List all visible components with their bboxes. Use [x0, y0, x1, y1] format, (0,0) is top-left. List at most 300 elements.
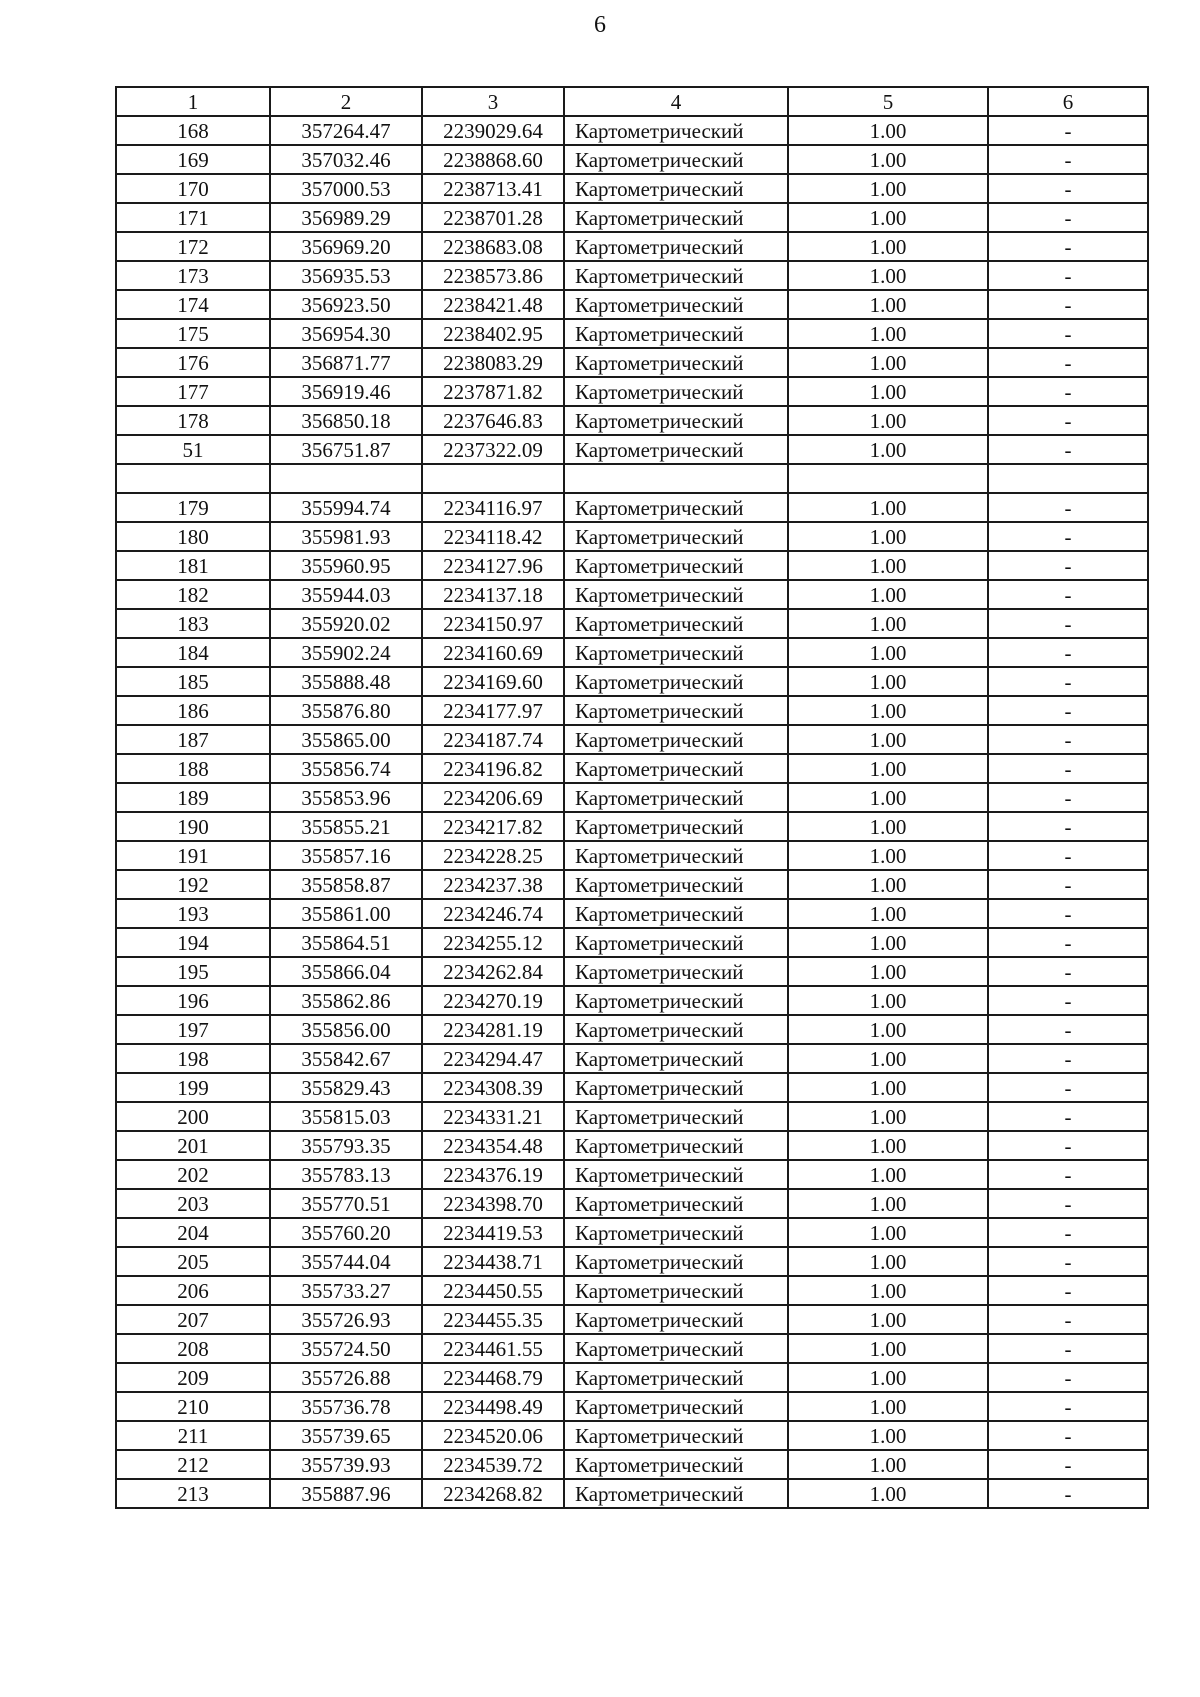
y-coordinate-cell: 2234354.48 — [422, 1131, 564, 1160]
y-coordinate-cell: 2234217.82 — [422, 812, 564, 841]
note-cell: - — [988, 841, 1148, 870]
note-cell: - — [988, 232, 1148, 261]
point-number-cell: 171 — [116, 203, 270, 232]
y-coordinate-cell: 2234137.18 — [422, 580, 564, 609]
y-coordinate-cell: 2234294.47 — [422, 1044, 564, 1073]
note-cell: - — [988, 783, 1148, 812]
note-cell: - — [988, 1044, 1148, 1073]
accuracy-cell: 1.00 — [788, 377, 988, 406]
table-row — [116, 319, 1148, 348]
x-coordinate-cell: 355829.43 — [270, 1073, 422, 1102]
accuracy-cell: 1.00 — [788, 406, 988, 435]
note-cell: - — [988, 986, 1148, 1015]
x-coordinate-cell: 355733.27 — [270, 1276, 422, 1305]
method-cell: Картометрический — [564, 1189, 788, 1218]
note-cell: - — [988, 928, 1148, 957]
accuracy-cell: 1.00 — [788, 203, 988, 232]
method-cell: Картометрический — [564, 116, 788, 145]
point-number-cell: 199 — [116, 1073, 270, 1102]
note-cell: - — [988, 1479, 1148, 1508]
accuracy-cell: 1.00 — [788, 1102, 988, 1131]
y-coordinate-cell: 2234468.79 — [422, 1363, 564, 1392]
accuracy-cell — [788, 464, 988, 493]
table-row — [116, 1131, 1148, 1160]
y-coordinate-cell: 2238421.48 — [422, 290, 564, 319]
point-number-cell: 201 — [116, 1131, 270, 1160]
table-row — [116, 261, 1148, 290]
note-cell: - — [988, 522, 1148, 551]
accuracy-cell: 1.00 — [788, 841, 988, 870]
table-row — [116, 464, 1148, 493]
method-cell: Картометрический — [564, 1218, 788, 1247]
accuracy-cell: 1.00 — [788, 116, 988, 145]
point-number-cell: 213 — [116, 1479, 270, 1508]
y-coordinate-cell: 2234270.19 — [422, 986, 564, 1015]
table-row — [116, 783, 1148, 812]
table-row — [116, 1450, 1148, 1479]
point-number-cell: 200 — [116, 1102, 270, 1131]
method-cell: Картометрический — [564, 667, 788, 696]
method-cell: Картометрический — [564, 1450, 788, 1479]
accuracy-cell: 1.00 — [788, 1073, 988, 1102]
point-number-cell: 204 — [116, 1218, 270, 1247]
accuracy-cell: 1.00 — [788, 522, 988, 551]
table-row — [116, 1073, 1148, 1102]
y-coordinate-cell: 2238868.60 — [422, 145, 564, 174]
y-coordinate-cell: 2234262.84 — [422, 957, 564, 986]
note-cell: - — [988, 1073, 1148, 1102]
x-coordinate-cell: 355739.65 — [270, 1421, 422, 1450]
note-cell — [988, 464, 1148, 493]
accuracy-cell: 1.00 — [788, 725, 988, 754]
note-cell: - — [988, 1392, 1148, 1421]
table-row — [116, 754, 1148, 783]
y-coordinate-cell: 2234169.60 — [422, 667, 564, 696]
method-cell: Картометрический — [564, 1015, 788, 1044]
accuracy-cell: 1.00 — [788, 1218, 988, 1247]
note-cell: - — [988, 1450, 1148, 1479]
accuracy-cell: 1.00 — [788, 145, 988, 174]
table-row — [116, 1102, 1148, 1131]
x-coordinate-cell: 355865.00 — [270, 725, 422, 754]
method-cell: Картометрический — [564, 841, 788, 870]
x-coordinate-cell: 355888.48 — [270, 667, 422, 696]
point-number-cell: 182 — [116, 580, 270, 609]
x-coordinate-cell: 356954.30 — [270, 319, 422, 348]
y-coordinate-cell: 2234116.97 — [422, 493, 564, 522]
point-number-cell: 206 — [116, 1276, 270, 1305]
point-number-cell: 212 — [116, 1450, 270, 1479]
table-row — [116, 522, 1148, 551]
note-cell: - — [988, 1131, 1148, 1160]
y-coordinate-cell: 2234160.69 — [422, 638, 564, 667]
table-row — [116, 1276, 1148, 1305]
column-header-3: 3 — [422, 87, 564, 116]
table-row — [116, 116, 1148, 145]
table-row — [116, 551, 1148, 580]
x-coordinate-cell: 355864.51 — [270, 928, 422, 957]
method-cell: Картометрический — [564, 522, 788, 551]
x-coordinate-cell: 355862.86 — [270, 986, 422, 1015]
x-coordinate-cell: 355866.04 — [270, 957, 422, 986]
method-cell: Картометрический — [564, 319, 788, 348]
point-number-cell: 192 — [116, 870, 270, 899]
page-number: 6 — [594, 12, 606, 38]
note-cell: - — [988, 1421, 1148, 1450]
point-number-cell: 196 — [116, 986, 270, 1015]
x-coordinate-cell: 355783.13 — [270, 1160, 422, 1189]
point-number-cell: 198 — [116, 1044, 270, 1073]
y-coordinate-cell: 2234455.35 — [422, 1305, 564, 1334]
method-cell: Картометрический — [564, 899, 788, 928]
x-coordinate-cell: 355736.78 — [270, 1392, 422, 1421]
note-cell: - — [988, 290, 1148, 319]
method-cell: Картометрический — [564, 348, 788, 377]
point-number-cell: 174 — [116, 290, 270, 319]
table-row — [116, 638, 1148, 667]
point-number-cell: 173 — [116, 261, 270, 290]
accuracy-cell: 1.00 — [788, 928, 988, 957]
method-cell: Картометрический — [564, 580, 788, 609]
x-coordinate-cell: 355760.20 — [270, 1218, 422, 1247]
method-cell: Картометрический — [564, 957, 788, 986]
point-number-cell: 191 — [116, 841, 270, 870]
x-coordinate-cell: 355744.04 — [270, 1247, 422, 1276]
x-coordinate-cell: 355856.00 — [270, 1015, 422, 1044]
y-coordinate-cell: 2234419.53 — [422, 1218, 564, 1247]
point-number-cell: 187 — [116, 725, 270, 754]
x-coordinate-cell: 355793.35 — [270, 1131, 422, 1160]
accuracy-cell: 1.00 — [788, 261, 988, 290]
coordinates-table — [115, 86, 1149, 1509]
table-row — [116, 957, 1148, 986]
table-row — [116, 1160, 1148, 1189]
table-row — [116, 1334, 1148, 1363]
x-coordinate-cell: 355770.51 — [270, 1189, 422, 1218]
table-row — [116, 841, 1148, 870]
table-row — [116, 899, 1148, 928]
method-cell: Картометрический — [564, 1131, 788, 1160]
table-row — [116, 232, 1148, 261]
accuracy-cell: 1.00 — [788, 1363, 988, 1392]
point-number-cell: 178 — [116, 406, 270, 435]
table-row — [116, 1363, 1148, 1392]
y-coordinate-cell: 2237322.09 — [422, 435, 564, 464]
x-coordinate-cell: 356923.50 — [270, 290, 422, 319]
accuracy-cell: 1.00 — [788, 1276, 988, 1305]
y-coordinate-cell: 2234281.19 — [422, 1015, 564, 1044]
method-cell: Картометрический — [564, 638, 788, 667]
accuracy-cell: 1.00 — [788, 1450, 988, 1479]
note-cell: - — [988, 174, 1148, 203]
note-cell: - — [988, 319, 1148, 348]
point-number-cell: 190 — [116, 812, 270, 841]
method-cell: Картометрический — [564, 551, 788, 580]
x-coordinate-cell: 356969.20 — [270, 232, 422, 261]
method-cell: Картометрический — [564, 1421, 788, 1450]
method-cell: Картометрический — [564, 783, 788, 812]
x-coordinate-cell: 355876.80 — [270, 696, 422, 725]
table-row — [116, 145, 1148, 174]
note-cell: - — [988, 551, 1148, 580]
x-coordinate-cell: 355855.21 — [270, 812, 422, 841]
table-row — [116, 696, 1148, 725]
accuracy-cell: 1.00 — [788, 899, 988, 928]
y-coordinate-cell: 2234187.74 — [422, 725, 564, 754]
method-cell: Картометрический — [564, 609, 788, 638]
point-number-cell — [116, 464, 270, 493]
y-coordinate-cell: 2234268.82 — [422, 1479, 564, 1508]
method-cell: Картометрический — [564, 1160, 788, 1189]
method-cell: Картометрический — [564, 145, 788, 174]
accuracy-cell: 1.00 — [788, 1160, 988, 1189]
x-coordinate-cell: 355856.74 — [270, 754, 422, 783]
x-coordinate-cell: 355994.74 — [270, 493, 422, 522]
method-cell: Картометрический — [564, 1247, 788, 1276]
method-cell: Картометрический — [564, 812, 788, 841]
y-coordinate-cell: 2234398.70 — [422, 1189, 564, 1218]
accuracy-cell: 1.00 — [788, 1334, 988, 1363]
y-coordinate-cell: 2234498.49 — [422, 1392, 564, 1421]
point-number-cell: 177 — [116, 377, 270, 406]
point-number-cell: 169 — [116, 145, 270, 174]
y-coordinate-cell: 2238701.28 — [422, 203, 564, 232]
note-cell: - — [988, 812, 1148, 841]
column-header-6: 6 — [988, 87, 1148, 116]
x-coordinate-cell: 355739.93 — [270, 1450, 422, 1479]
table-row — [116, 174, 1148, 203]
note-cell: - — [988, 1102, 1148, 1131]
table-row — [116, 1189, 1148, 1218]
accuracy-cell: 1.00 — [788, 667, 988, 696]
point-number-cell: 211 — [116, 1421, 270, 1450]
point-number-cell: 168 — [116, 116, 270, 145]
y-coordinate-cell: 2234308.39 — [422, 1073, 564, 1102]
table-row — [116, 1392, 1148, 1421]
accuracy-cell: 1.00 — [788, 435, 988, 464]
method-cell: Картометрический — [564, 725, 788, 754]
accuracy-cell: 1.00 — [788, 580, 988, 609]
table-row — [116, 1247, 1148, 1276]
point-number-cell: 194 — [116, 928, 270, 957]
accuracy-cell: 1.00 — [788, 1421, 988, 1450]
note-cell: - — [988, 696, 1148, 725]
method-cell: Картометрический — [564, 1276, 788, 1305]
method-cell: Картометрический — [564, 696, 788, 725]
accuracy-cell: 1.00 — [788, 870, 988, 899]
x-coordinate-cell: 356935.53 — [270, 261, 422, 290]
note-cell: - — [988, 1305, 1148, 1334]
method-cell: Картометрический — [564, 1073, 788, 1102]
x-coordinate-cell: 355853.96 — [270, 783, 422, 812]
accuracy-cell: 1.00 — [788, 812, 988, 841]
point-number-cell: 193 — [116, 899, 270, 928]
table-row — [116, 928, 1148, 957]
method-cell: Картометрический — [564, 290, 788, 319]
point-number-cell: 176 — [116, 348, 270, 377]
y-coordinate-cell: 2234206.69 — [422, 783, 564, 812]
x-coordinate-cell: 355842.67 — [270, 1044, 422, 1073]
note-cell: - — [988, 1160, 1148, 1189]
accuracy-cell: 1.00 — [788, 290, 988, 319]
x-coordinate-cell: 355857.16 — [270, 841, 422, 870]
note-cell: - — [988, 754, 1148, 783]
table-row — [116, 667, 1148, 696]
x-coordinate-cell — [270, 464, 422, 493]
method-cell: Картометрический — [564, 377, 788, 406]
x-coordinate-cell: 357032.46 — [270, 145, 422, 174]
method-cell: Картометрический — [564, 232, 788, 261]
table-row — [116, 870, 1148, 899]
point-number-cell: 203 — [116, 1189, 270, 1218]
x-coordinate-cell: 357264.47 — [270, 116, 422, 145]
x-coordinate-cell: 355944.03 — [270, 580, 422, 609]
accuracy-cell: 1.00 — [788, 551, 988, 580]
point-number-cell: 185 — [116, 667, 270, 696]
point-number-cell: 205 — [116, 1247, 270, 1276]
y-coordinate-cell — [422, 464, 564, 493]
table-row — [116, 377, 1148, 406]
point-number-cell: 188 — [116, 754, 270, 783]
method-cell: Картометрический — [564, 1102, 788, 1131]
column-header-4: 4 — [564, 87, 788, 116]
y-coordinate-cell: 2238402.95 — [422, 319, 564, 348]
point-number-cell: 186 — [116, 696, 270, 725]
point-number-cell: 184 — [116, 638, 270, 667]
x-coordinate-cell: 356919.46 — [270, 377, 422, 406]
note-cell: - — [988, 1276, 1148, 1305]
note-cell: - — [988, 725, 1148, 754]
method-cell: Картометрический — [564, 1363, 788, 1392]
x-coordinate-cell: 355861.00 — [270, 899, 422, 928]
y-coordinate-cell: 2238083.29 — [422, 348, 564, 377]
method-cell: Картометрический — [564, 1392, 788, 1421]
x-coordinate-cell: 356850.18 — [270, 406, 422, 435]
point-number-cell: 179 — [116, 493, 270, 522]
x-coordinate-cell: 355902.24 — [270, 638, 422, 667]
accuracy-cell: 1.00 — [788, 348, 988, 377]
accuracy-cell: 1.00 — [788, 1044, 988, 1073]
x-coordinate-cell: 356871.77 — [270, 348, 422, 377]
point-number-cell: 170 — [116, 174, 270, 203]
note-cell: - — [988, 899, 1148, 928]
y-coordinate-cell: 2234461.55 — [422, 1334, 564, 1363]
note-cell: - — [988, 348, 1148, 377]
table-row — [116, 812, 1148, 841]
note-cell: - — [988, 435, 1148, 464]
table-row — [116, 986, 1148, 1015]
table-row — [116, 1421, 1148, 1450]
accuracy-cell: 1.00 — [788, 957, 988, 986]
accuracy-cell: 1.00 — [788, 1189, 988, 1218]
x-coordinate-cell: 355960.95 — [270, 551, 422, 580]
x-coordinate-cell: 355724.50 — [270, 1334, 422, 1363]
x-coordinate-cell: 355726.88 — [270, 1363, 422, 1392]
y-coordinate-cell: 2234237.38 — [422, 870, 564, 899]
column-header-5: 5 — [788, 87, 988, 116]
method-cell: Картометрический — [564, 986, 788, 1015]
table-row — [116, 725, 1148, 754]
x-coordinate-cell: 357000.53 — [270, 174, 422, 203]
table-row — [116, 1305, 1148, 1334]
x-coordinate-cell: 355887.96 — [270, 1479, 422, 1508]
point-number-cell: 207 — [116, 1305, 270, 1334]
y-coordinate-cell: 2234177.97 — [422, 696, 564, 725]
note-cell: - — [988, 609, 1148, 638]
note-cell: - — [988, 377, 1148, 406]
method-cell: Картометрический — [564, 1334, 788, 1363]
y-coordinate-cell: 2239029.64 — [422, 116, 564, 145]
column-header-2: 2 — [270, 87, 422, 116]
note-cell: - — [988, 261, 1148, 290]
accuracy-cell: 1.00 — [788, 1015, 988, 1044]
point-number-cell: 209 — [116, 1363, 270, 1392]
y-coordinate-cell: 2234196.82 — [422, 754, 564, 783]
method-cell: Картометрический — [564, 754, 788, 783]
table-row — [116, 203, 1148, 232]
y-coordinate-cell: 2234331.21 — [422, 1102, 564, 1131]
point-number-cell: 172 — [116, 232, 270, 261]
point-number-cell: 210 — [116, 1392, 270, 1421]
point-number-cell: 202 — [116, 1160, 270, 1189]
table-row — [116, 1479, 1148, 1508]
note-cell: - — [988, 203, 1148, 232]
note-cell: - — [988, 406, 1148, 435]
table-row — [116, 406, 1148, 435]
x-coordinate-cell: 355815.03 — [270, 1102, 422, 1131]
table-row — [116, 290, 1148, 319]
method-cell: Картометрический — [564, 435, 788, 464]
accuracy-cell: 1.00 — [788, 1305, 988, 1334]
note-cell: - — [988, 1189, 1148, 1218]
y-coordinate-cell: 2234520.06 — [422, 1421, 564, 1450]
table-row — [116, 1218, 1148, 1247]
note-cell: - — [988, 667, 1148, 696]
point-number-cell: 180 — [116, 522, 270, 551]
note-cell: - — [988, 1218, 1148, 1247]
table-row — [116, 609, 1148, 638]
y-coordinate-cell: 2234438.71 — [422, 1247, 564, 1276]
x-coordinate-cell: 356751.87 — [270, 435, 422, 464]
method-cell: Картометрический — [564, 1305, 788, 1334]
table-row — [116, 493, 1148, 522]
x-coordinate-cell: 355726.93 — [270, 1305, 422, 1334]
method-cell: Картометрический — [564, 1479, 788, 1508]
table-row — [116, 1015, 1148, 1044]
accuracy-cell: 1.00 — [788, 1247, 988, 1276]
x-coordinate-cell: 355920.02 — [270, 609, 422, 638]
point-number-cell: 197 — [116, 1015, 270, 1044]
point-number-cell: 183 — [116, 609, 270, 638]
y-coordinate-cell: 2238683.08 — [422, 232, 564, 261]
note-cell: - — [988, 870, 1148, 899]
accuracy-cell: 1.00 — [788, 232, 988, 261]
point-number-cell: 195 — [116, 957, 270, 986]
accuracy-cell: 1.00 — [788, 1479, 988, 1508]
note-cell: - — [988, 116, 1148, 145]
table-body — [116, 116, 1148, 1508]
y-coordinate-cell: 2238573.86 — [422, 261, 564, 290]
column-header-1: 1 — [116, 87, 270, 116]
accuracy-cell: 1.00 — [788, 319, 988, 348]
y-coordinate-cell: 2237871.82 — [422, 377, 564, 406]
accuracy-cell: 1.00 — [788, 986, 988, 1015]
method-cell — [564, 464, 788, 493]
accuracy-cell: 1.00 — [788, 783, 988, 812]
method-cell: Картометрический — [564, 406, 788, 435]
note-cell: - — [988, 1363, 1148, 1392]
accuracy-cell: 1.00 — [788, 174, 988, 203]
